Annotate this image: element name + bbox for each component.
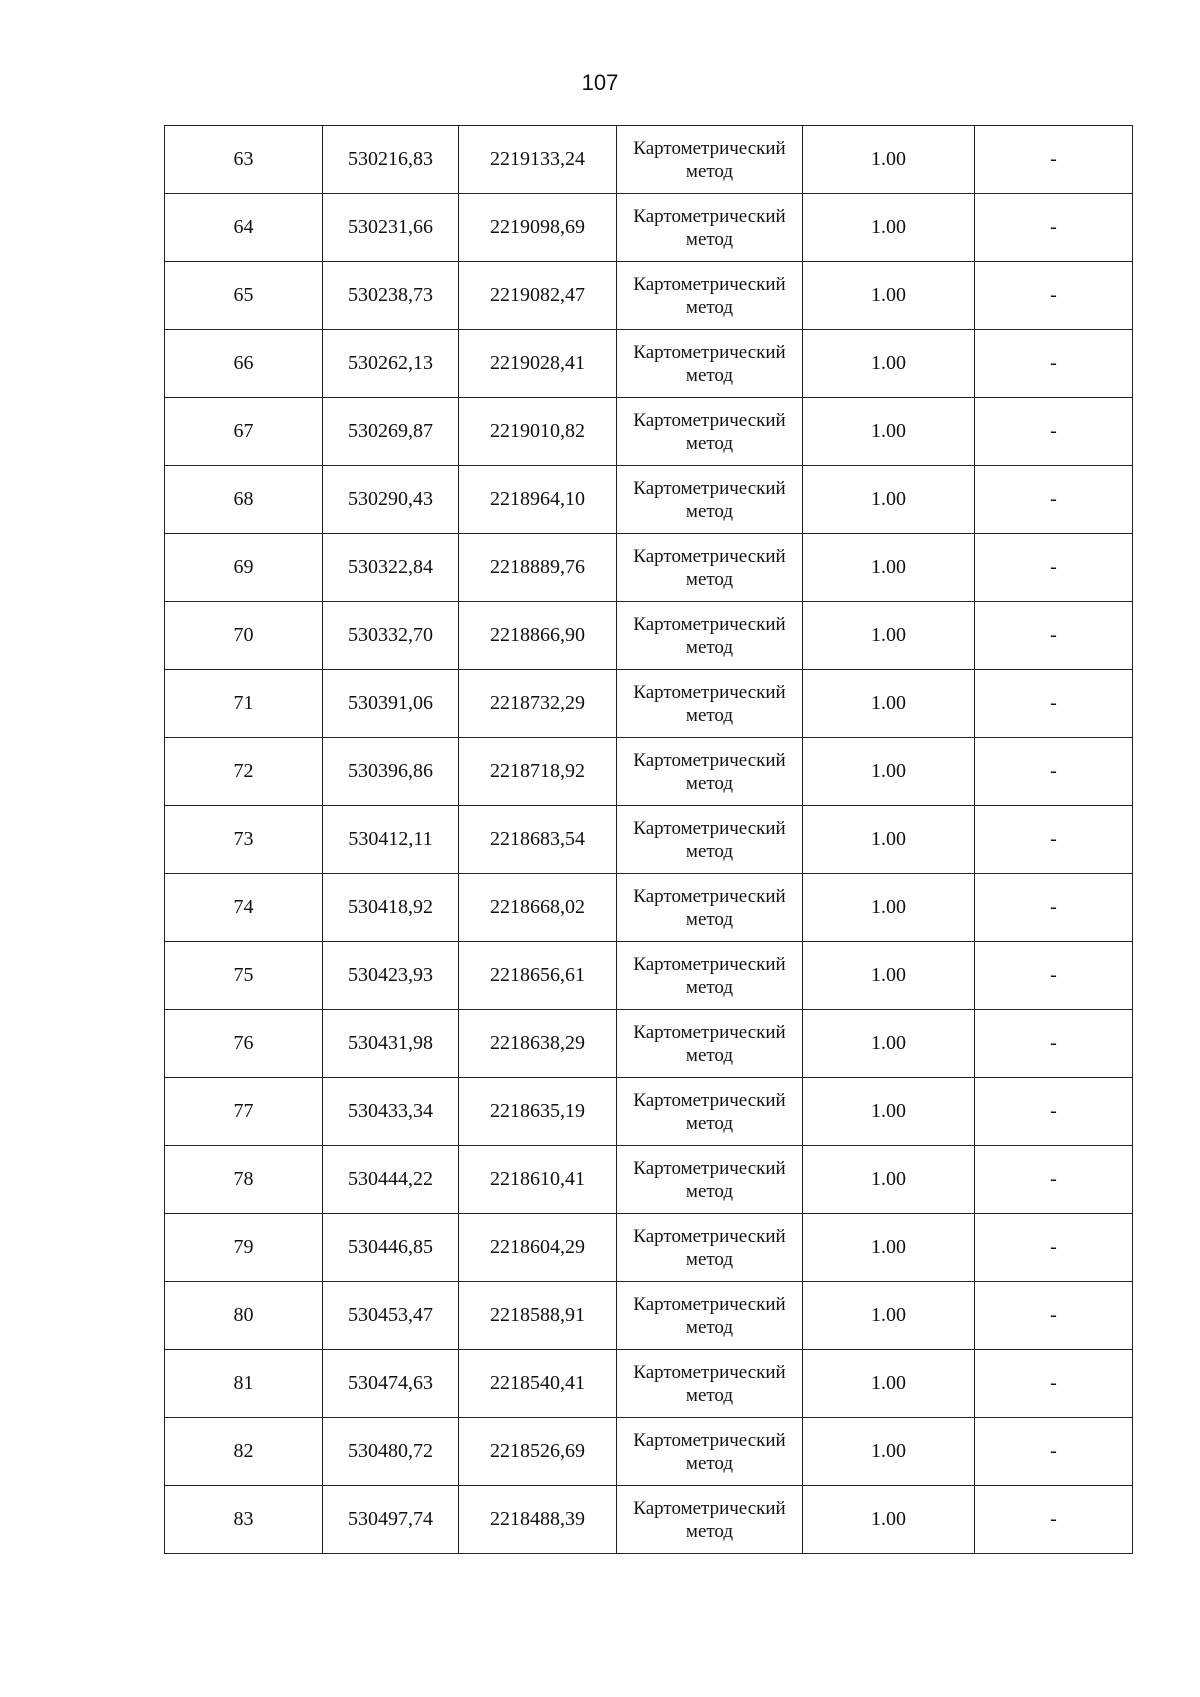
note-cell: - <box>975 1078 1133 1146</box>
x-coordinate-cell: 530396,86 <box>323 738 459 806</box>
method-cell: Картометрический метод <box>617 602 803 670</box>
note-cell: - <box>975 1282 1133 1350</box>
table-row <box>165 398 1133 466</box>
point-number-cell: 79 <box>165 1214 323 1282</box>
x-coordinate-cell: 530238,73 <box>323 262 459 330</box>
point-number-cell: 78 <box>165 1146 323 1214</box>
point-number-cell: 74 <box>165 874 323 942</box>
method-cell: Картометрический метод <box>617 942 803 1010</box>
y-coordinate-cell: 2218718,92 <box>459 738 617 806</box>
x-coordinate-cell: 530480,72 <box>323 1418 459 1486</box>
note-cell: - <box>975 1350 1133 1418</box>
method-cell: Картометрический метод <box>617 670 803 738</box>
method-cell: Картометрический метод <box>617 1214 803 1282</box>
note-cell: - <box>975 942 1133 1010</box>
point-number-cell: 65 <box>165 262 323 330</box>
note-cell: - <box>975 262 1133 330</box>
accuracy-cell: 1.00 <box>803 602 975 670</box>
table-row <box>165 330 1133 398</box>
table-row <box>165 262 1133 330</box>
accuracy-cell: 1.00 <box>803 1350 975 1418</box>
accuracy-cell: 1.00 <box>803 534 975 602</box>
point-number-cell: 71 <box>165 670 323 738</box>
note-cell: - <box>975 330 1133 398</box>
y-coordinate-cell: 2218889,76 <box>459 534 617 602</box>
accuracy-cell: 1.00 <box>803 1282 975 1350</box>
x-coordinate-cell: 530418,92 <box>323 874 459 942</box>
note-cell: - <box>975 806 1133 874</box>
x-coordinate-cell: 530262,13 <box>323 330 459 398</box>
y-coordinate-cell: 2218668,02 <box>459 874 617 942</box>
point-number-cell: 63 <box>165 126 323 194</box>
accuracy-cell: 1.00 <box>803 1078 975 1146</box>
table-row <box>165 1146 1133 1214</box>
x-coordinate-cell: 530231,66 <box>323 194 459 262</box>
coordinates-table-body <box>165 126 1133 1554</box>
note-cell: - <box>975 1214 1133 1282</box>
y-coordinate-cell: 2218638,29 <box>459 1010 617 1078</box>
y-coordinate-cell: 2219133,24 <box>459 126 617 194</box>
table-row <box>165 534 1133 602</box>
x-coordinate-cell: 530444,22 <box>323 1146 459 1214</box>
table-row <box>165 1214 1133 1282</box>
accuracy-cell: 1.00 <box>803 330 975 398</box>
x-coordinate-cell: 530412,11 <box>323 806 459 874</box>
y-coordinate-cell: 2218610,41 <box>459 1146 617 1214</box>
point-number-cell: 67 <box>165 398 323 466</box>
note-cell: - <box>975 1146 1133 1214</box>
table-row <box>165 942 1133 1010</box>
accuracy-cell: 1.00 <box>803 942 975 1010</box>
y-coordinate-cell: 2218540,41 <box>459 1350 617 1418</box>
table-row <box>165 1486 1133 1554</box>
x-coordinate-cell: 530497,74 <box>323 1486 459 1554</box>
method-cell: Картометрический метод <box>617 398 803 466</box>
method-cell: Картометрический метод <box>617 1282 803 1350</box>
y-coordinate-cell: 2219028,41 <box>459 330 617 398</box>
point-number-cell: 80 <box>165 1282 323 1350</box>
point-number-cell: 75 <box>165 942 323 1010</box>
accuracy-cell: 1.00 <box>803 1418 975 1486</box>
point-number-cell: 76 <box>165 1010 323 1078</box>
point-number-cell: 72 <box>165 738 323 806</box>
accuracy-cell: 1.00 <box>803 1146 975 1214</box>
accuracy-cell: 1.00 <box>803 126 975 194</box>
y-coordinate-cell: 2218964,10 <box>459 466 617 534</box>
x-coordinate-cell: 530433,34 <box>323 1078 459 1146</box>
accuracy-cell: 1.00 <box>803 738 975 806</box>
table-row <box>165 602 1133 670</box>
point-number-cell: 69 <box>165 534 323 602</box>
y-coordinate-cell: 2219082,47 <box>459 262 617 330</box>
method-cell: Картометрический метод <box>617 1010 803 1078</box>
accuracy-cell: 1.00 <box>803 806 975 874</box>
accuracy-cell: 1.00 <box>803 466 975 534</box>
method-cell: Картометрический метод <box>617 466 803 534</box>
method-cell: Картометрический метод <box>617 262 803 330</box>
table-row <box>165 1078 1133 1146</box>
note-cell: - <box>975 126 1133 194</box>
method-cell: Картометрический метод <box>617 194 803 262</box>
point-number-cell: 82 <box>165 1418 323 1486</box>
y-coordinate-cell: 2218866,90 <box>459 602 617 670</box>
method-cell: Картометрический метод <box>617 1350 803 1418</box>
y-coordinate-cell: 2218635,19 <box>459 1078 617 1146</box>
note-cell: - <box>975 1486 1133 1554</box>
y-coordinate-cell: 2218588,91 <box>459 1282 617 1350</box>
x-coordinate-cell: 530446,85 <box>323 1214 459 1282</box>
method-cell: Картометрический метод <box>617 126 803 194</box>
y-coordinate-cell: 2219010,82 <box>459 398 617 466</box>
point-number-cell: 66 <box>165 330 323 398</box>
x-coordinate-cell: 530322,84 <box>323 534 459 602</box>
table-row <box>165 874 1133 942</box>
x-coordinate-cell: 530290,43 <box>323 466 459 534</box>
note-cell: - <box>975 466 1133 534</box>
method-cell: Картометрический метод <box>617 534 803 602</box>
method-cell: Картометрический метод <box>617 330 803 398</box>
x-coordinate-cell: 530332,70 <box>323 602 459 670</box>
note-cell: - <box>975 670 1133 738</box>
accuracy-cell: 1.00 <box>803 1214 975 1282</box>
point-number-cell: 73 <box>165 806 323 874</box>
accuracy-cell: 1.00 <box>803 1486 975 1554</box>
y-coordinate-cell: 2218732,29 <box>459 670 617 738</box>
table-row <box>165 806 1133 874</box>
method-cell: Картометрический метод <box>617 738 803 806</box>
method-cell: Картометрический метод <box>617 1078 803 1146</box>
table-row <box>165 1010 1133 1078</box>
accuracy-cell: 1.00 <box>803 1010 975 1078</box>
x-coordinate-cell: 530391,06 <box>323 670 459 738</box>
note-cell: - <box>975 398 1133 466</box>
note-cell: - <box>975 1418 1133 1486</box>
table-row <box>165 126 1133 194</box>
point-number-cell: 70 <box>165 602 323 670</box>
page-number: 107 <box>581 70 619 95</box>
method-cell: Картометрический метод <box>617 1418 803 1486</box>
table-row <box>165 194 1133 262</box>
y-coordinate-cell: 2219098,69 <box>459 194 617 262</box>
y-coordinate-cell: 2218656,61 <box>459 942 617 1010</box>
table-row <box>165 466 1133 534</box>
y-coordinate-cell: 2218604,29 <box>459 1214 617 1282</box>
x-coordinate-cell: 530269,87 <box>323 398 459 466</box>
note-cell: - <box>975 738 1133 806</box>
x-coordinate-cell: 530453,47 <box>323 1282 459 1350</box>
table-row <box>165 1418 1133 1486</box>
method-cell: Картометрический метод <box>617 806 803 874</box>
table-row <box>165 1282 1133 1350</box>
table-row <box>165 670 1133 738</box>
accuracy-cell: 1.00 <box>803 194 975 262</box>
x-coordinate-cell: 530474,63 <box>323 1350 459 1418</box>
method-cell: Картометрический метод <box>617 1146 803 1214</box>
accuracy-cell: 1.00 <box>803 398 975 466</box>
accuracy-cell: 1.00 <box>803 670 975 738</box>
note-cell: - <box>975 534 1133 602</box>
y-coordinate-cell: 2218488,39 <box>459 1486 617 1554</box>
x-coordinate-cell: 530423,93 <box>323 942 459 1010</box>
point-number-cell: 81 <box>165 1350 323 1418</box>
method-cell: Картометрический метод <box>617 1486 803 1554</box>
point-number-cell: 83 <box>165 1486 323 1554</box>
coordinates-table <box>164 125 1133 1554</box>
x-coordinate-cell: 530216,83 <box>323 126 459 194</box>
note-cell: - <box>975 874 1133 942</box>
accuracy-cell: 1.00 <box>803 874 975 942</box>
y-coordinate-cell: 2218526,69 <box>459 1418 617 1486</box>
x-coordinate-cell: 530431,98 <box>323 1010 459 1078</box>
y-coordinate-cell: 2218683,54 <box>459 806 617 874</box>
point-number-cell: 68 <box>165 466 323 534</box>
note-cell: - <box>975 194 1133 262</box>
point-number-cell: 64 <box>165 194 323 262</box>
note-cell: - <box>975 1010 1133 1078</box>
table-row <box>165 738 1133 806</box>
note-cell: - <box>975 602 1133 670</box>
point-number-cell: 77 <box>165 1078 323 1146</box>
table-row <box>165 1350 1133 1418</box>
method-cell: Картометрический метод <box>617 874 803 942</box>
accuracy-cell: 1.00 <box>803 262 975 330</box>
